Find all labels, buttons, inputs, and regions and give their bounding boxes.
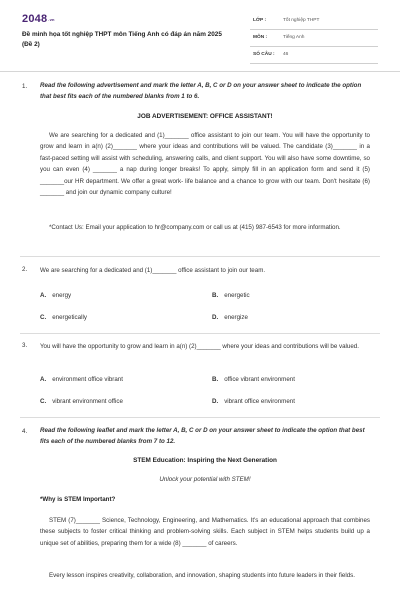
question-text: You will have the opportunity to grow and learn in a(n) (2)_______ where your ideas and contributions will be valued. [40, 343, 359, 350]
document-title: Đề minh họa tốt nghiệp THPT môn Tiếng Anh có đáp án năm 2025 (Đề 2) [22, 31, 222, 48]
leaflet-subheading: Unlock your potential with STEM! [159, 476, 251, 483]
contact-info: *Contact Us: Email your application to hr@company.com or call us at (415) 987-6543 for more information. [49, 224, 341, 231]
question-number: 1. [22, 83, 28, 90]
header-divider [0, 71, 400, 72]
question-number: 3. [22, 342, 28, 349]
option-d[interactable]: D. vibrant office environment [212, 398, 295, 405]
document-header [0, 0, 400, 70]
question-number: 2. [22, 266, 28, 273]
meta-row-question-count: SỐ CÂU : 46 [250, 48, 378, 64]
meta-row-class: LỚP : Tốt nghiệp THPT [250, 14, 378, 30]
section-heading: *Why is STEM Important? [40, 496, 116, 503]
site-logo[interactable]: 2048.vn [22, 13, 55, 25]
option-c[interactable]: C. energetically [40, 314, 87, 321]
passage-body: We are searching for a dedicated and (1)_______ office assistant to join our team. You will have the opportunity to grow and learn in a(n) (2)_______ where your ideas and contributions will be valued. The candidate (3)_______ in a fast-paced setting will assist with scheduling, answering calls, and client support. You will also have some downtime, so you can even (4) _______ a nap during longer breaks! To apply, simply fill in an application form and send it (5) _______our HR department. We offer a great work- life balance and a chance to grow with our team. Don't hesitate (6) _______ and join our dynamic company culture! [40, 132, 370, 197]
option-b[interactable]: B. energetic [212, 292, 250, 299]
option-c[interactable]: C. vibrant environment office [40, 398, 123, 405]
option-b[interactable]: B. office vibrant environment [212, 376, 295, 383]
meta-row-subject: MÔN : Tiếng Anh [250, 31, 378, 47]
question-text: We are searching for a dedicated and (1)_______ office assistant to join our team. [40, 267, 266, 274]
leaflet-heading: STEM Education: Inspiring the Next Generation [133, 457, 277, 464]
question-divider [20, 333, 380, 334]
leaflet-body-continued: Every lesson inspires creativity, collaboration, and innovation, shaping students into future leaders in their fields. [49, 572, 355, 579]
passage-heading: JOB ADVERTISEMENT: OFFICE ASSISTANT! [137, 113, 273, 120]
option-d[interactable]: D. energize [212, 314, 248, 321]
question-number: 4. [22, 428, 28, 435]
option-a[interactable]: A. environment office vibrant [40, 376, 123, 383]
question-instruction: Read the following advertisement and mark the letter A, B, C or D on your answer sheet to indicate the option that best fits each of the numbered blanks from 1 to 6. [40, 82, 362, 101]
question-divider [20, 256, 380, 257]
question-divider [20, 417, 380, 418]
leaflet-body: STEM (7)_______ Science, Technology, Engineering, and Mathematics. It's an educational approach that combines these subjects to foster critical thinking and problem-solving skills. Each subject in STEM helps students build up a unique set of abilities, preparing them for a wide (8) _______ of careers. [40, 517, 370, 547]
question-instruction: Read the following leaflet and mark the letter A, B, C or D on your answer sheet to indicate the option that best fits each of the numbered blanks from 7 to 12. [40, 427, 365, 446]
option-a[interactable]: A. energy [40, 292, 72, 299]
